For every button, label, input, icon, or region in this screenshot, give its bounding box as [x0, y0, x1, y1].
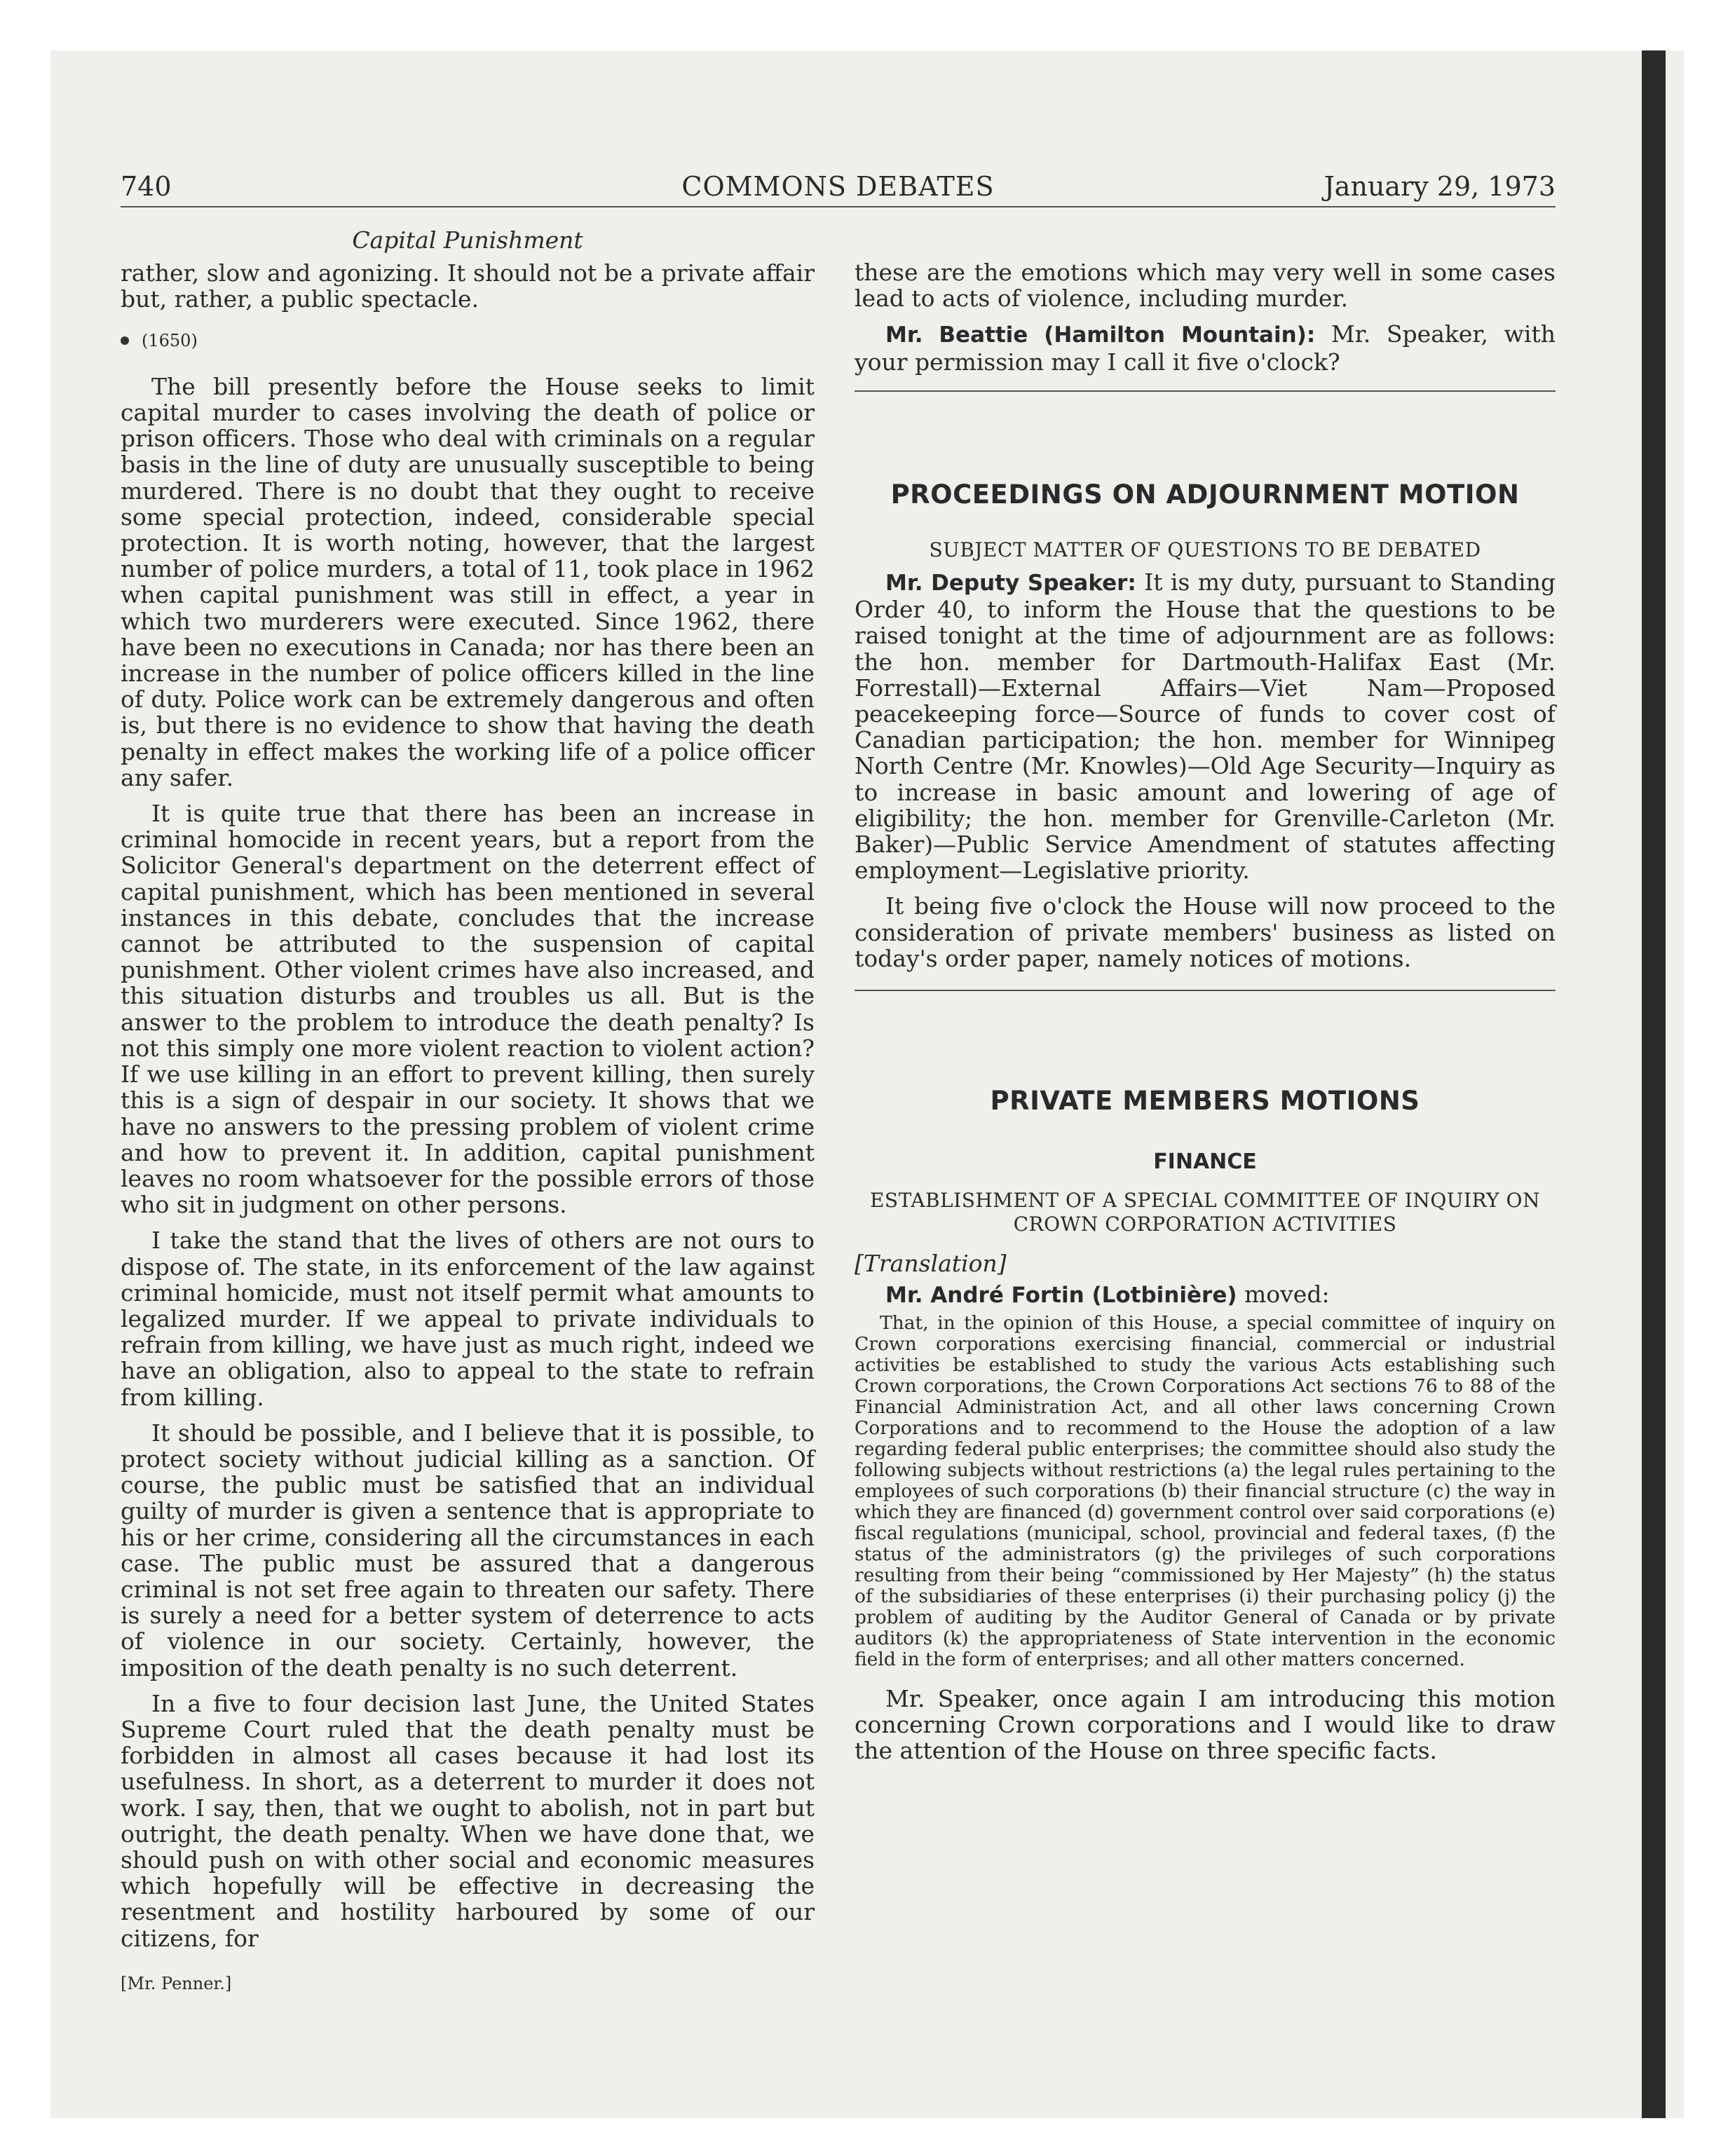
paragraph: It being five o'clock the House will now proceed to the consideration of private members' business as listed on today's order paper, namely notices of motions.	[855, 892, 1556, 972]
section-subtitle: ESTABLISHMENT OF A SPECIAL COMMITTEE OF INQUIRY ON CROWN CORPORATION ACTIVITIES	[869, 1189, 1540, 1236]
time-marker	[121, 328, 815, 354]
speech	[855, 321, 1556, 374]
right-column	[855, 259, 1556, 1763]
speaker-name: Mr. Deputy Speaker:	[885, 571, 1136, 596]
speaker-name: Mr. Beattie (Hamilton Mountain):	[885, 322, 1316, 348]
page-header	[121, 171, 1556, 207]
translation-note: [Translation]	[855, 1250, 1007, 1278]
speech-text: It is my duty, pursuant to Standing Order 40, to inform the House that the questions to be raised tonight at the time of adjournment are as follows: the hon. member for Dartmouth-Halifax East (Mr. Forrestall)—External Affairs—Viet Nam—Proposed peacekeeping force—Source of funds to cover cost of Canadian participation; the hon. member for Winnipeg North Centre (Mr. Knowles)—Old Age Security—Inquiry as to increase in basic amount and lowering of age of eligibility; the hon. member for Grenville-Carleton (Mr. Baker)—Public Service Amendment of statutes affecting employment—Legislative priority.	[855, 568, 1556, 885]
section-subtitle: SUBJECT MATTER OF QUESTIONS TO BE DEBATED	[929, 538, 1481, 562]
publication-date: January 29, 1973	[1324, 171, 1556, 202]
page-number: 740	[121, 171, 172, 202]
publication-title: COMMONS DEBATES	[681, 171, 995, 202]
left-column	[121, 227, 815, 1997]
section-title: PRIVATE MEMBERS MOTIONS	[990, 1086, 1420, 1117]
paragraph: I take the stand that the lives of others are not ours to dispose of. The state, in its enforcement of the law against criminal homicide, must not itself permit what amounts to legalized murder. If we appeal to private individuals to refrain from killing, we have just as much right, indeed we have an obligation, also to appeal to the state to refrain from killing.	[121, 1227, 815, 1411]
speaker-name: Mr. André Fortin (Lotbinière)	[885, 1282, 1237, 1308]
speech	[855, 569, 1556, 883]
speech	[855, 1281, 1556, 1309]
speech-text: Mr. Speaker, with your permission may I call it five o'clock?	[855, 320, 1556, 376]
paragraph: Mr. Speaker, once again I am introducing this motion concerning Crown corporations and I would like to draw the attention of the House on three specific facts.	[855, 1684, 1556, 1765]
running-head: Capital Punishment	[352, 226, 583, 254]
paragraph: It is quite true that there has been an increase in criminal homocide in recent years, but a report from the Solicitor General's department on the deterrent effect of capital punishment, which has been mentioned in several instances in this debate, concludes that the increase cannot be attributed to the suspension of capital punishment. Other violent crimes have also increased, and this situation disturbs and troubles us all. But is the answer to the problem to introduce the death penalty? Is not this simply one more violent reaction to violent action? If we use killing in an effort to prevent killing, then surely this is a sign of despair in our society. It shows that we have no answers to the pressing problem of violent crime and how to prevent it. In addition, capital punishment leaves no room whatsoever for the possible errors of those who sit in judgment on other persons.	[121, 800, 815, 1219]
paragraph: these are the emotions which may very well in some cases lead to acts of violence, including murder.	[855, 259, 1556, 313]
paragraph: rather, slow and agonizing. It should not be a private affair but, rather, a public spectacle.	[121, 259, 815, 313]
bullet-icon	[121, 336, 129, 345]
speaker-attribution: [Mr. Penner.]	[121, 1973, 232, 1993]
paragraph: The bill presently before the House seeks to limit capital murder to cases involving the death of police or prison officers. Those who deal with criminals on a regular basis in the line of duty are unusually susceptible to being murdered. There is no doubt that they ought to receive some special protection, indeed, considerable special protection. It is worth noting, however, that the largest number of police murders, a total of 11, took place in 1962 when capital punishment was still in effect, a year in which two murderers were executed. Since 1962, there have been no executions in Canada; nor has there been an increase in the number of police officers killed in the line of duty. Police work can be extremely dangerous and often is, but there is no evidence to show that having the death penalty in effect makes the working life of a police officer any safer.	[121, 372, 815, 791]
paragraph: It should be possible, and I believe that it is possible, to protect society without judicial killing as a sanction. Of course, the public must be satisfied that an individual guilty of murder is given a sentence that is appropriate to his or her crime, considering all the circumstances in each case. The public must be assured that a dangerous criminal is not set free again to threaten our safety. There is surely a need for a better system of deterrence to acts of violence in our society. Certainly, however, the imposition of the death penalty is no such deterrent.	[121, 1419, 815, 1681]
scan-edge-bar	[1642, 50, 1666, 2118]
paragraph: In a five to four decision last June, the United States Supreme Court ruled that the death penalty must be forbidden in almost all cases because it had lost its usefulness. In short, as a deterrent to murder it does not work. I say, then, that we ought to abolish, not in part but outright, the death penalty. When we have done that, we should push on with other social and economic measures which hopefully will be effective in decreasing the resentment and hostility harboured by some of our citizens, for	[121, 1689, 815, 1952]
section-title: PROCEEDINGS ON ADJOURNMENT MOTION	[890, 479, 1520, 510]
time-stamp: (1650)	[142, 330, 198, 350]
speech-text: moved:	[1237, 1280, 1330, 1308]
divider	[855, 990, 1556, 991]
divider	[855, 390, 1556, 392]
section-subtitle: FINANCE	[1153, 1149, 1257, 1175]
motion-text: That, in the opinion of this House, a special committee of inquiry on Crown corporations exercising financial, commercial or industrial activities be established to study the various Acts establishing such Crown corporations, the Crown Corporations Act sections 76 to 88 of the Financial Administration Act, and all other laws concerning Crown Corporations and to recommend to the House the adoption of a law regarding federal public enterprises; the committee should also study the following subjects without restrictions (a) the legal rules pertaining to the employees of such corporations (b) their financial structure (c) the way in which they are financed (d) government control over said corporations (e) fiscal regulations (municipal, school, provincial and federal taxes, (f) the status of the administrators (g) the privileges of such corporations resulting from their being “commissioned by Her Majesty” (h) the status of the subsidiaries of these enterprises (i) their purchasing policy (j) the problem of auditing by the Auditor General of Canada or by private auditors (k) the appropriateness of State intervention in the economic field in the form of enterprises; and all other matters concerned.	[855, 1311, 1556, 1670]
